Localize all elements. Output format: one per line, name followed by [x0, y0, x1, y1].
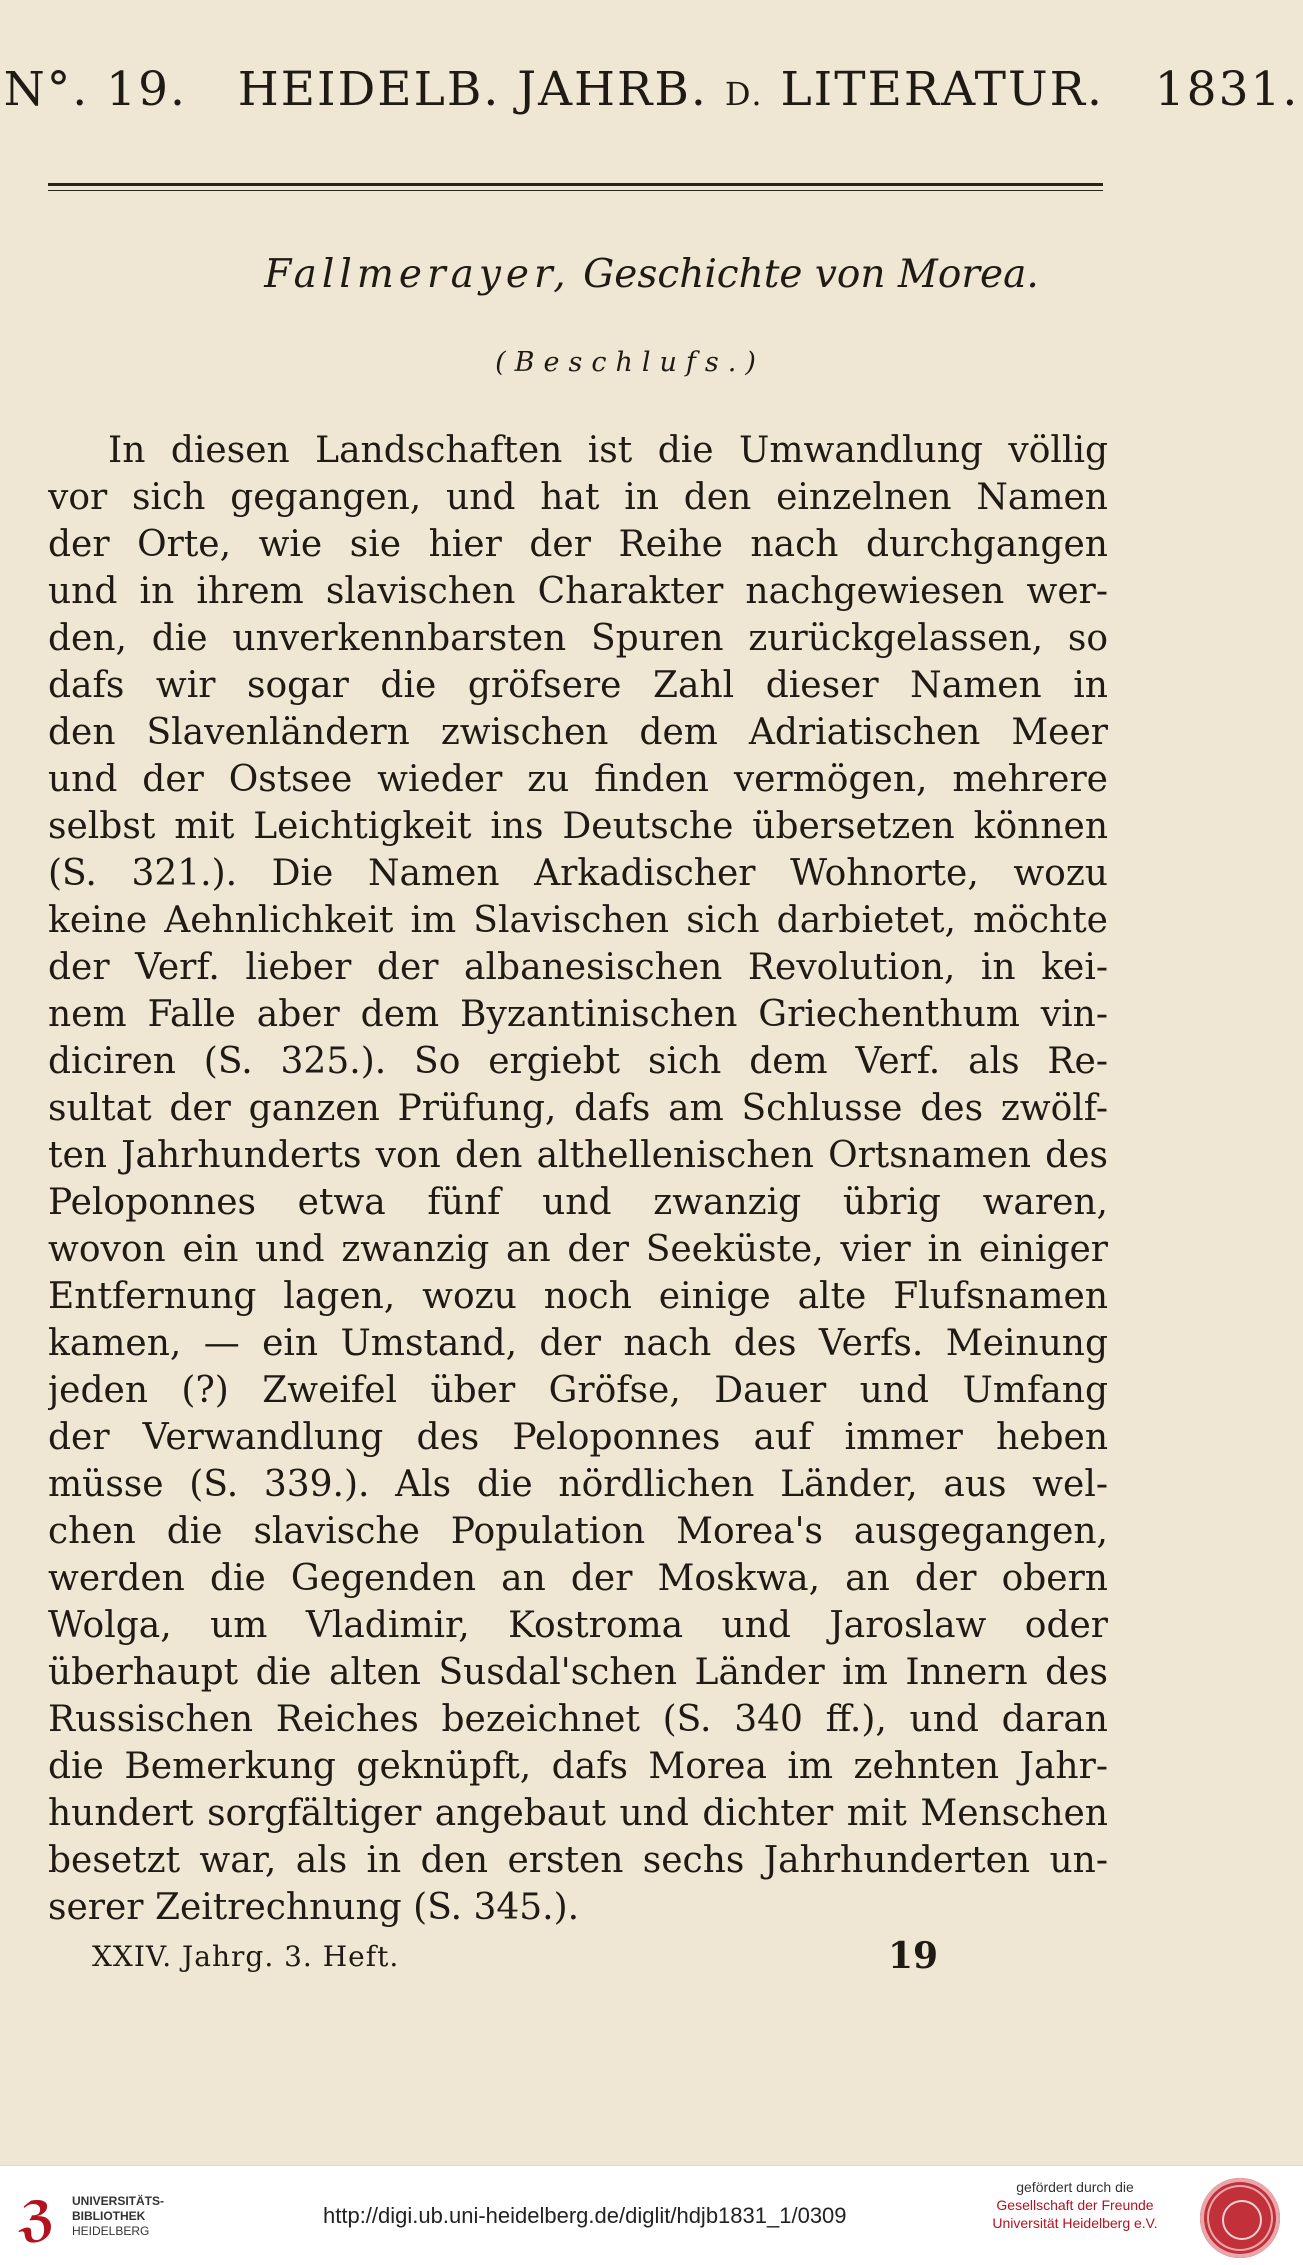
library-logo-icon: ℨ [18, 2191, 56, 2247]
sheet-number: 19 [888, 1935, 939, 1977]
header-year: 1831. [1154, 62, 1300, 117]
title-work: Geschichte von Morea. [583, 252, 1039, 297]
text-line: den, die unverkennbarsten Spuren zurückgelassen, so [48, 618, 1108, 659]
text-line: und in ihrem slavischen Charakter nachgewiesen wer- [48, 571, 1108, 612]
text-line: die Bemerkung geknüpft, dafs Morea im zehnten Jahr- [48, 1746, 1108, 1787]
library-name: UNIVERSITÄTS- BIBLIOTHEK HEIDELBERG [72, 2194, 165, 2238]
body-text [48, 427, 1108, 1931]
text-line: diciren (S. 325.). So ergiebt sich dem Verf. als Re- [48, 1041, 1108, 1082]
sponsor-text: gefördert durch die Gesellschaft der Freunde Universität Heidelberg e.V. [992, 2179, 1158, 2231]
article-subtitle: (Beschlufs.) [495, 347, 765, 378]
text-line: wovon ein und zwanzig an der Seeküste, vier in einiger [48, 1229, 1108, 1270]
permalink-url[interactable]: http://digi.ub.uni-heidelberg.de/diglit/hdjb1831_1/0309 [323, 2203, 847, 2228]
title-author: Fallmerayer, [264, 252, 571, 297]
text-line: vor sich gegangen, und hat in den einzelnen Namen [48, 477, 1108, 518]
text-line: werden die Gegenden an der Moskwa, an der obern [48, 1558, 1108, 1599]
text-line: (S. 321.). Die Namen Arkadischer Wohnorte, wozu [48, 853, 1108, 894]
header-rule-thick [48, 183, 1103, 186]
text-line: Wolga, um Vladimir, Kostroma und Jaroslaw oder [48, 1605, 1108, 1646]
text-line: Russischen Reiches bezeichnet (S. 340 ff.), und daran [48, 1699, 1108, 1740]
text-line: kamen, — ein Umstand, der nach des Verfs. Meinung [48, 1323, 1108, 1364]
university-seal-icon [1200, 2178, 1280, 2258]
text-line: nem Falle aber dem Byzantinischen Griechenthum vin- [48, 994, 1108, 1035]
journal-name-part2: LITERATUR. [780, 62, 1104, 117]
text-line: In diesen Landschaften ist die Umwandlung völlig [108, 430, 1108, 471]
header-rule-thin [48, 190, 1103, 191]
article-title [0, 252, 1303, 297]
text-line: müsse (S. 339.). Als die nördlichen Länder, aus wel- [48, 1464, 1108, 1505]
text-line: jeden (?) Zweifel über Gröfse, Dauer und Umfang [48, 1370, 1108, 1411]
text-line: überhaupt die alten Susdal'schen Länder im Innern des [48, 1652, 1108, 1693]
footer-bar [0, 2165, 1303, 2265]
text-line: der Verwandlung des Peloponnes auf immer heben [48, 1417, 1108, 1458]
journal-name-part1: HEIDELB. JAHRB. [237, 62, 708, 117]
text-line: besetzt war, als in den ersten sechs Jahrhunderten un- [48, 1840, 1108, 1881]
text-line: selbst mit Leichtigkeit ins Deutsche übersetzen können [48, 806, 1108, 847]
text-line: ten Jahrhunderts von den althellenischen Ortsnamen des [48, 1135, 1108, 1176]
journal-name-d: D. [724, 75, 764, 113]
text-line: keine Aehnlichkeit im Slavischen sich darbietet, möchte [48, 900, 1108, 941]
text-line: sultat der ganzen Prüfung, dafs am Schlusse des zwölf- [48, 1088, 1108, 1129]
running-header [0, 62, 1303, 117]
text-line: der Verf. lieber der albanesischen Revolution, in kei- [48, 947, 1108, 988]
text-line: Peloponnes etwa fünf und zwanzig übrig waren, [48, 1182, 1108, 1223]
issue-number: N°. 19. [3, 62, 187, 117]
text-line: der Orte, wie sie hier der Reihe nach durchgangen [48, 524, 1108, 565]
text-line: Entfernung lagen, wozu noch einige alte Flufsnamen [48, 1276, 1108, 1317]
text-line: serer Zeitrechnung (S. 345.). [48, 1887, 580, 1928]
text-line: und der Ostsee wieder zu finden vermögen, mehrere [48, 759, 1108, 800]
text-line: dafs wir sogar die gröfsere Zahl dieser Namen in [48, 665, 1108, 706]
library-logo[interactable] [14, 2190, 164, 2250]
text-line: chen die slavische Population Morea's ausgegangen, [48, 1511, 1108, 1552]
text-line: den Slavenländern zwischen dem Adriatischen Meer [48, 712, 1108, 753]
signature-mark: XXIV. Jahrg. 3. Heft. [92, 1940, 400, 1973]
text-line: hundert sorgfältiger angebaut und dichter mit Menschen [48, 1793, 1108, 1834]
